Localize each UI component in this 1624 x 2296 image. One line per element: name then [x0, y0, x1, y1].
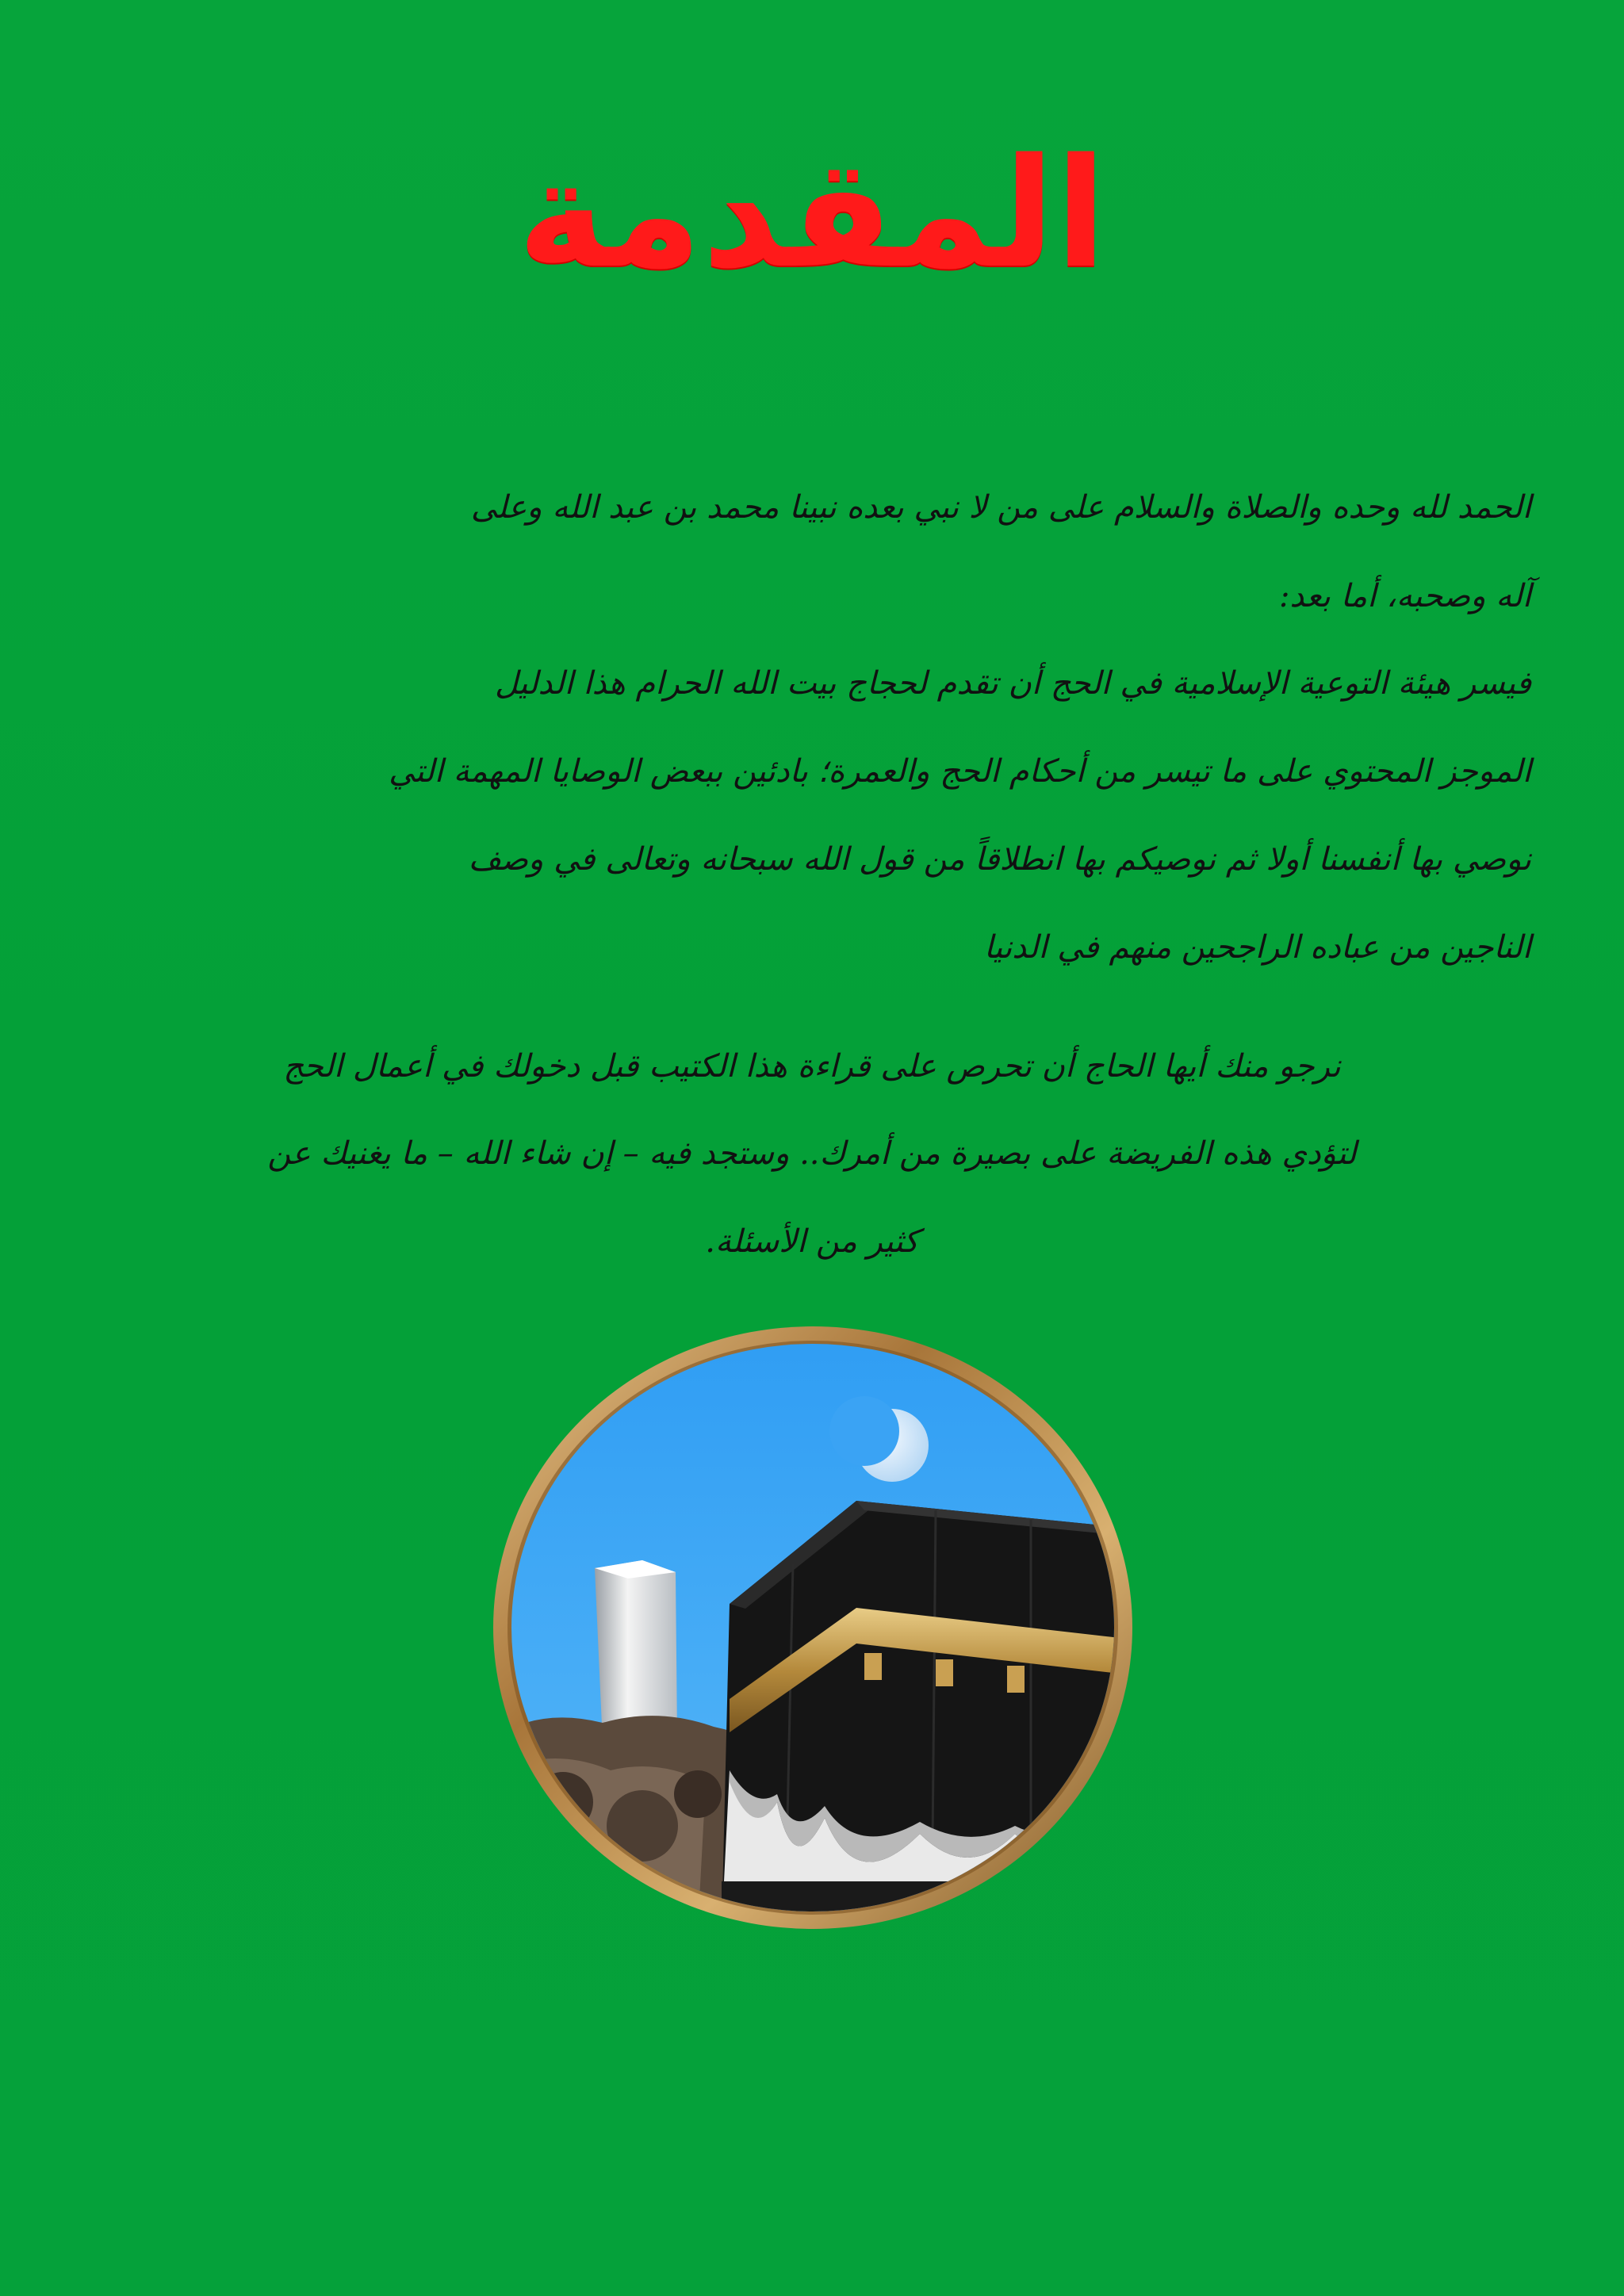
- intro-line: نوصي بها أنفسنا أولا ثم نوصيكم بها انطلاقاً من قول الله سبحانه وتعالى في وصف: [468, 841, 1531, 878]
- advice-line: لتؤدي هذه الفريضة على بصيرة من أمرك.. وستجد فيه – إن شاء الله – ما يغنيك عن: [267, 1135, 1357, 1172]
- intro-line: الحمد لله وحده والصلاة والسلام على من لا نبي بعده نبينا محمد بن عبد الله وعلى: [470, 489, 1531, 526]
- pillar: [595, 1560, 677, 1743]
- kaaba-emblem-image: [492, 1326, 1134, 1929]
- intro-line: فيسر هيئة التوعية الإسلامية في الحج أن تقدم لحجاج بيت الله الحرام هذا الدليل: [494, 665, 1531, 702]
- advice-line: نرجو منك أيها الحاج أن تحرص على قراءة هذا الكتيب قبل دخولك في أعمال الحج: [283, 1048, 1341, 1085]
- intro-line: الناجين من عباده الراجحين منهم في الدنيا: [983, 929, 1531, 966]
- page-title: المقدمة: [517, 126, 1107, 301]
- intro-line: آله وصحبه، أما بعد:: [1278, 578, 1531, 614]
- intro-line: الموجز المحتوي على ما تيسر من أحكام الحج والعمرة؛ بادئين ببعض الوصايا المهمة التي: [389, 753, 1531, 790]
- advice-line: كثير من الأسئلة.: [705, 1223, 919, 1260]
- kaaba: [722, 1501, 1134, 1929]
